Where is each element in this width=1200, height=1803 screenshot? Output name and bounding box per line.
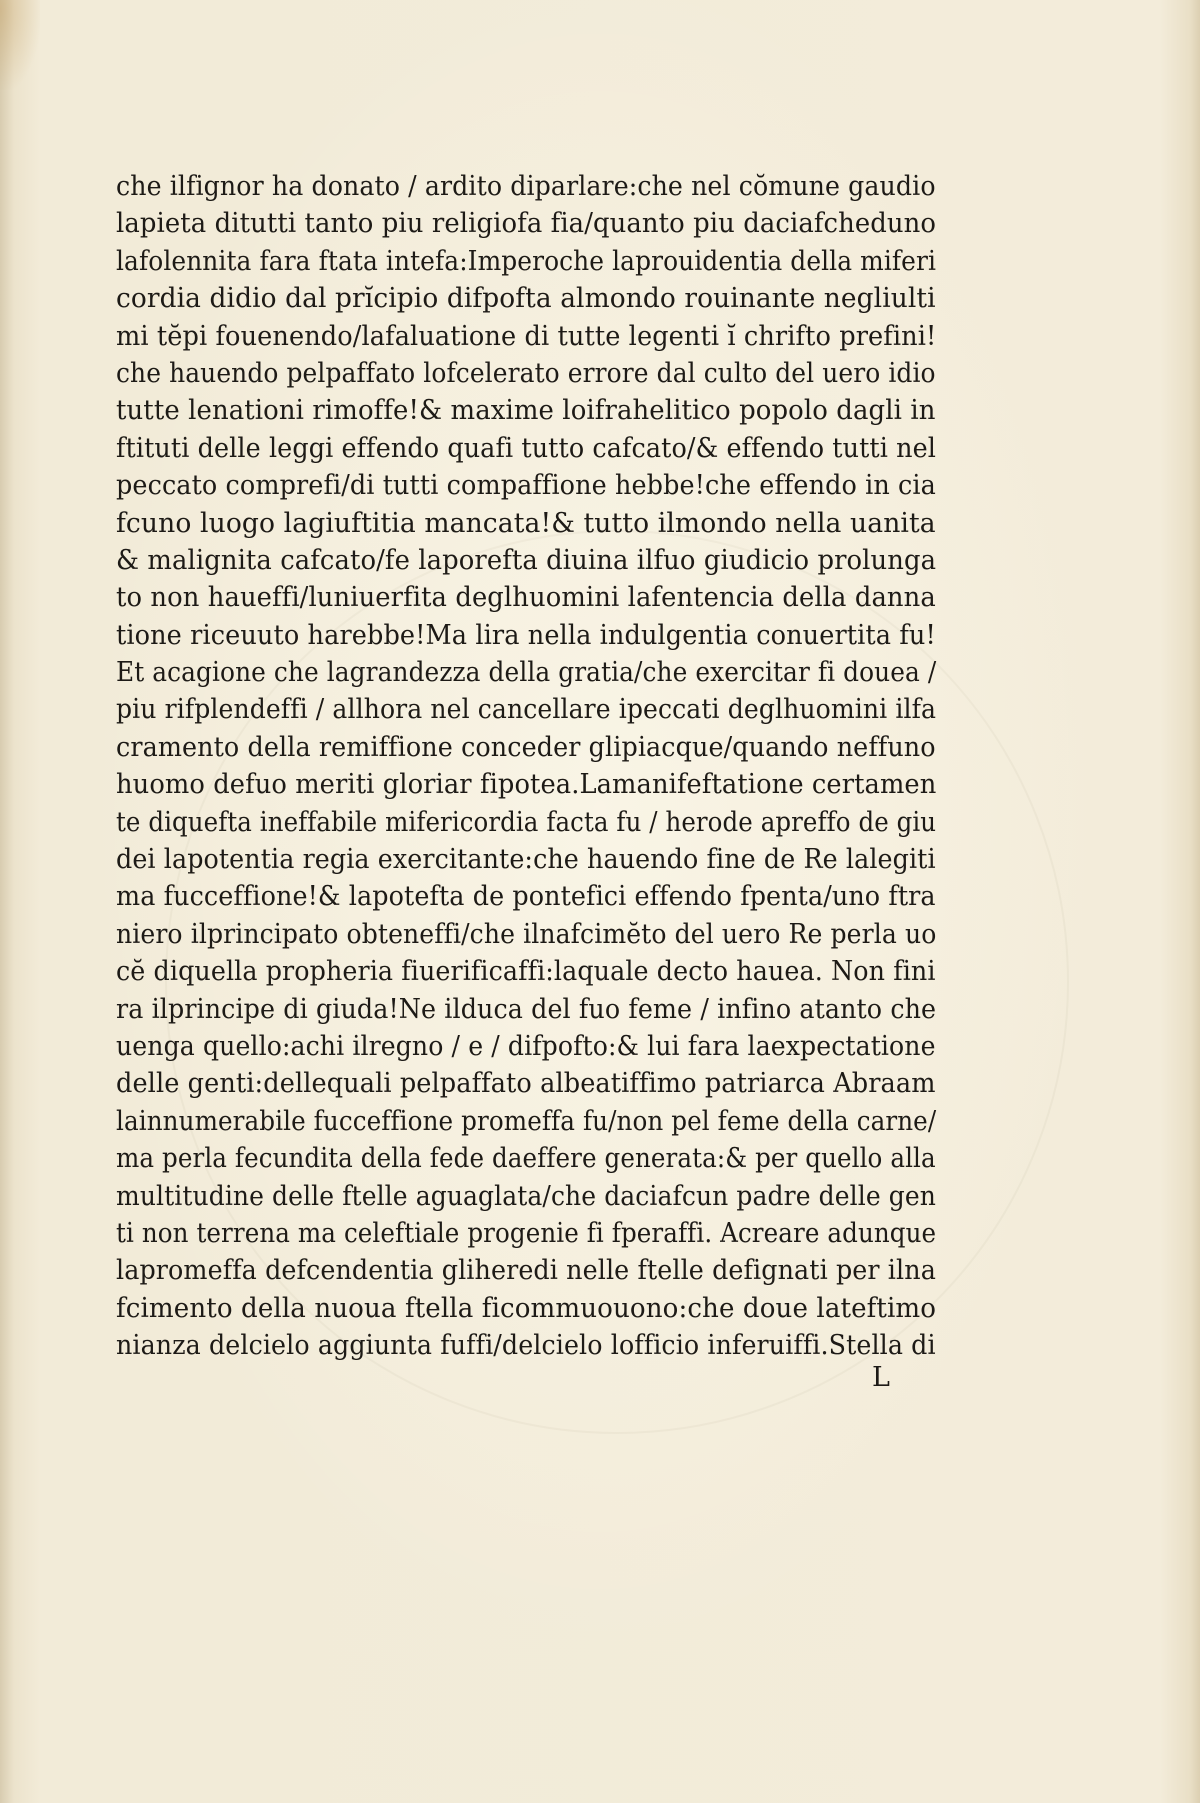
- text-line: to non haueffi/luniuerfita deglhuomini lafentencia della danna: [116, 582, 936, 614]
- text-line: peccato comprefi/di tutti compaffione hebbe!che effendo in cia: [116, 470, 936, 502]
- text-line: tutte lenationi rimoffe!& maxime loifrahelitico popolo dagli in: [116, 395, 936, 427]
- text-line: fcimento della nuoua ftella ficommuouono:che doue lateftimo: [116, 1292, 937, 1324]
- text-line: delle genti:dellequali pelpaffato albeatiffimo patriarca Abraam: [116, 1068, 936, 1100]
- text-line: lafolennita fara ftata intefa:Imperoche laprouidentia della miferi: [116, 245, 937, 277]
- text-line: fcuno luogo lagiuftitia mancata!& tutto ilmondo nella uanita: [116, 507, 936, 539]
- text-line: cĕ diquella propheria fiuerificaffi:laquale decto hauea. Non fini: [116, 956, 936, 988]
- text-line: ti non terrena ma celeftiale progenie fi fperaffi. Acreare adunque: [116, 1217, 937, 1249]
- text-line: ma fucceffione!& lapotefta de pontefici effendo fpenta/uno ftra: [116, 881, 936, 913]
- text-line: ra ilprincipe di giuda!Ne ilduca del fuo feme / infino atanto che: [116, 993, 937, 1025]
- text-line: cramento della remiffione conceder glipiacque/quando neffuno: [116, 731, 936, 763]
- text-line: uenga quello:achi ilregno / e / difpofto:& lui fara laexpectatione: [116, 1030, 936, 1062]
- paper-stain: [0, 0, 40, 90]
- text-line: mi tĕpi fouenendo/lafaluatione di tutte legenti ĭ chrifto prefini!: [116, 320, 937, 352]
- text-line: nianza delcielo aggiunta fuffi/delcielo lofficio inferuiffi.Stella di: [116, 1330, 936, 1362]
- text-line: niero ilprincipato obteneffi/che ilnafcimĕto del uero Re perla uo: [116, 918, 937, 950]
- text-line: ftituti delle leggi effendo quafi tutto cafcato/& effendo tutti nel: [116, 432, 937, 464]
- body-text: [116, 168, 936, 1365]
- text-line: Et acagione che lagrandezza della gratia/che exercitar fi douea /: [116, 657, 937, 689]
- signature-mark: L: [872, 1362, 890, 1393]
- text-line: tione riceuuto harebbe!Ma lira nella indulgentia conuertita fu!: [116, 619, 936, 651]
- text-line: lainnumerabile fucceffione promeffa fu/non pel feme della carne/: [116, 1105, 937, 1137]
- text-line: huomo defuo meriti gloriar fipotea.Lamanifeftatione certamen: [116, 769, 937, 801]
- text-line: te diquefta ineffabile mifericordia facta fu / herode apreffo de giu: [116, 806, 937, 838]
- text-line: che ilfignor ha donato / ardito diparlare:che nel cŏmune gaudio: [116, 171, 936, 202]
- text-line: multitudine delle ftelle aguaglata/che daciafcun padre delle gen: [116, 1180, 937, 1212]
- text-line: che hauendo pelpaffato lofcelerato errore dal culto del uero idio: [116, 357, 936, 389]
- text-line: & malignita cafcato/fe laporefta diuina ilfuo giudicio prolunga: [116, 544, 937, 576]
- text-line: lapromeffa defcendentia gliheredi nelle ftelle defignati per ilna: [116, 1255, 936, 1287]
- text-line: piu rifplendeffi / allhora nel cancellare ipeccati deglhuomini ilfa: [116, 694, 937, 726]
- text-line: cordia didio dal prĭcipio difpofta almondo rouinante negliulti: [116, 283, 936, 315]
- text-line: lapieta ditutti tanto piu religiofa fia/quanto piu daciafcheduno: [116, 208, 937, 240]
- text-line: ma perla fecundita della fede daeffere generata:& per quello alla: [116, 1143, 936, 1175]
- text-line: dei lapotentia regia exercitante:che hauendo fine de Re lalegiti: [116, 844, 936, 876]
